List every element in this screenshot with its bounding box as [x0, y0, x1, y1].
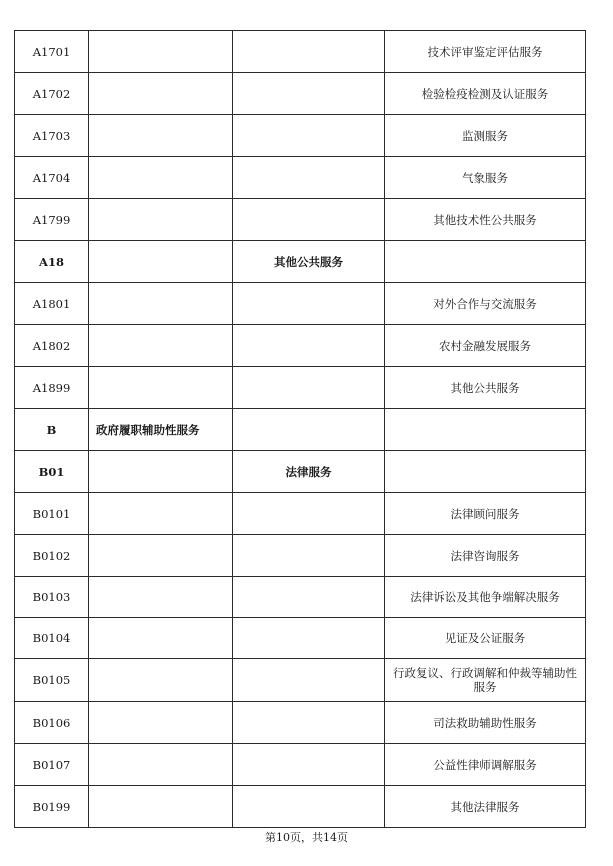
table-row [15, 283, 586, 325]
table-row [15, 702, 586, 744]
level1-cell: 政府履职辅助性服务 [89, 409, 233, 451]
level2-cell: 法律服务 [233, 451, 385, 493]
level3-cell: 农村金融发展服务 [385, 325, 586, 367]
table-row [15, 367, 586, 409]
level2-cell [233, 493, 385, 535]
code-cell: B0105 [15, 659, 89, 702]
level2-cell [233, 31, 385, 73]
code-cell: A1899 [15, 367, 89, 409]
level3-cell [385, 409, 586, 451]
level2-cell [233, 744, 385, 786]
level3-cell: 法律顾问服务 [385, 493, 586, 535]
level3-cell: 法律诉讼及其他争端解决服务 [385, 577, 586, 618]
level2-cell [233, 577, 385, 618]
level2-cell [233, 157, 385, 199]
level1-cell [89, 115, 233, 157]
code-cell: B0104 [15, 618, 89, 659]
level1-cell [89, 493, 233, 535]
level3-cell: 其他技术性公共服务 [385, 199, 586, 241]
table-body [15, 31, 586, 828]
code-cell: B0101 [15, 493, 89, 535]
level1-cell [89, 325, 233, 367]
level1-cell [89, 241, 233, 283]
level3-cell: 公益性律师调解服务 [385, 744, 586, 786]
code-cell: A1702 [15, 73, 89, 115]
code-cell: B0103 [15, 577, 89, 618]
table-row [15, 325, 586, 367]
level3-cell: 气象服务 [385, 157, 586, 199]
level1-cell [89, 199, 233, 241]
level3-cell: 司法救助辅助性服务 [385, 702, 586, 744]
code-cell: A1701 [15, 31, 89, 73]
level1-cell [89, 659, 233, 702]
table-row [15, 199, 586, 241]
code-cell: A1799 [15, 199, 89, 241]
level2-cell [233, 73, 385, 115]
code-cell: A18 [15, 241, 89, 283]
table-row [15, 73, 586, 115]
level3-cell: 其他公共服务 [385, 367, 586, 409]
table-row [15, 451, 586, 493]
code-cell: A1704 [15, 157, 89, 199]
level2-cell [233, 199, 385, 241]
code-cell: B01 [15, 451, 89, 493]
level2-cell [233, 702, 385, 744]
level3-cell: 对外合作与交流服务 [385, 283, 586, 325]
table-row [15, 493, 586, 535]
level2-cell: 其他公共服务 [233, 241, 385, 283]
level2-cell [233, 535, 385, 577]
level1-cell [89, 451, 233, 493]
code-cell: B0199 [15, 786, 89, 828]
level3-cell [385, 241, 586, 283]
level3-cell: 技术评审鉴定评估服务 [385, 31, 586, 73]
level1-cell [89, 31, 233, 73]
table-row [15, 115, 586, 157]
table-row [15, 535, 586, 577]
level2-cell [233, 283, 385, 325]
level1-cell [89, 744, 233, 786]
level3-cell: 行政复议、行政调解和仲裁等辅助性服务 [385, 659, 586, 702]
level1-cell [89, 786, 233, 828]
code-cell: B0102 [15, 535, 89, 577]
level1-cell [89, 73, 233, 115]
page-number: 第10页，共14页 [265, 831, 348, 844]
level1-cell [89, 283, 233, 325]
level3-cell: 法律咨询服务 [385, 535, 586, 577]
table-row [15, 577, 586, 618]
level3-cell: 见证及公证服务 [385, 618, 586, 659]
code-cell: B0107 [15, 744, 89, 786]
service-catalog-table [14, 30, 586, 828]
level2-cell [233, 786, 385, 828]
level2-cell [233, 659, 385, 702]
level1-cell [89, 702, 233, 744]
level1-cell [89, 157, 233, 199]
level2-cell [233, 618, 385, 659]
table-row [15, 659, 586, 702]
code-cell: B [15, 409, 89, 451]
level1-cell [89, 577, 233, 618]
level1-cell [89, 535, 233, 577]
table-row [15, 31, 586, 73]
code-cell: A1801 [15, 283, 89, 325]
level3-cell [385, 451, 586, 493]
level3-cell: 监测服务 [385, 115, 586, 157]
code-cell: B0106 [15, 702, 89, 744]
level2-cell [233, 115, 385, 157]
table-row [15, 409, 586, 451]
level3-cell: 其他法律服务 [385, 786, 586, 828]
level1-cell [89, 618, 233, 659]
level1-cell [89, 367, 233, 409]
table-row [15, 786, 586, 828]
code-cell: A1703 [15, 115, 89, 157]
table-row [15, 618, 586, 659]
table-row [15, 157, 586, 199]
level2-cell [233, 409, 385, 451]
code-cell: A1802 [15, 325, 89, 367]
table-row [15, 241, 586, 283]
level2-cell [233, 367, 385, 409]
table-row [15, 744, 586, 786]
level3-cell: 检验检疫检测及认证服务 [385, 73, 586, 115]
level2-cell [233, 325, 385, 367]
